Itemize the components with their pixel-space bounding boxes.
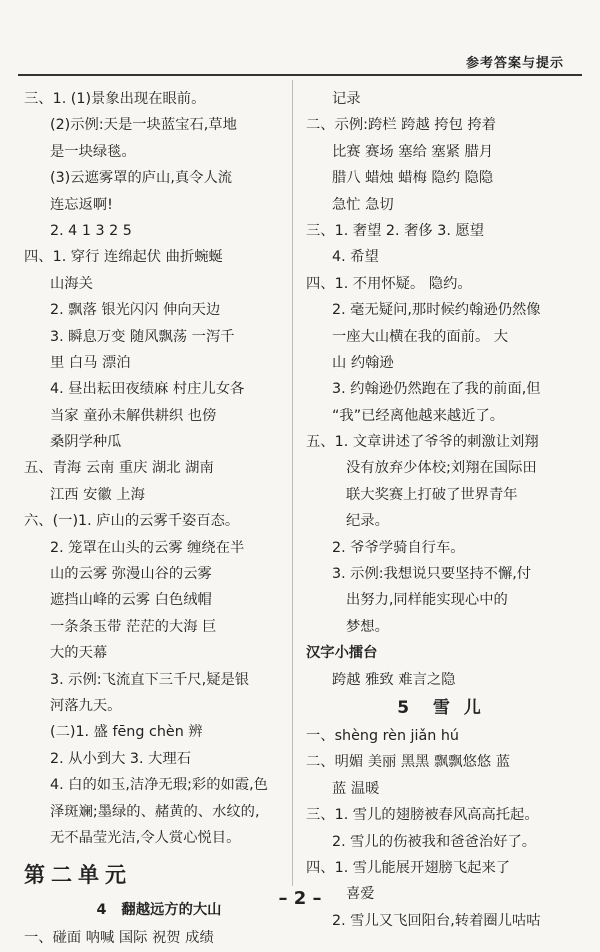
lesson-5-heading: [306, 693, 576, 723]
answer-line: 三、1. (1)景象出现在眼前。: [24, 91, 206, 107]
answer-line: 四、1. 雪儿能展开翅膀飞起来了: [306, 859, 511, 876]
answer-line: 里 白马 漂泊: [50, 354, 131, 371]
answer-line: 2. 毫无疑问,那时候约翰逊仍然像: [332, 302, 541, 319]
answer-line: 4. 白的如玉,洁净无瑕;彩的如霞,色: [50, 777, 268, 794]
answer-line: (二)1. 盛 fēng chèn 辨: [50, 724, 203, 741]
answer-line: 二、示例:跨栏 跨越 挎包 挎着: [306, 117, 497, 134]
answer-line: 一座大山横在我的面前。 大: [332, 328, 509, 345]
page-header: [0, 0, 600, 78]
lesson-5-number: 5: [397, 697, 414, 718]
hanzi-section-answer: 跨越 雅致 难言之隐: [332, 671, 456, 688]
answer-line: 三、1. 雪儿的翅膀被春风高高托起。: [306, 807, 539, 824]
answer-line: 五、1. 文章讲述了爷爷的刺激让刘翔: [306, 434, 539, 451]
lesson-4-answer-lines: [24, 925, 294, 951]
right-column: [306, 86, 576, 934]
answer-line: 山的云雾 弥漫山谷的云雾: [50, 566, 212, 583]
header-title: 参考答案与提示: [465, 56, 564, 71]
answer-line: 没有放弃少体校;刘翔在国际田: [346, 460, 537, 477]
answer-line: 2. 雪儿的伤被我和爸爸治好了。: [332, 833, 537, 850]
answer-line: 河落九天。: [50, 697, 122, 714]
hanzi-section-title: 汉字小擂台: [306, 645, 378, 662]
answer-line: 喜爱: [346, 886, 375, 903]
answer-line: 3. 示例:飞流直下三千尺,疑是银: [50, 671, 250, 688]
answer-line: 大的天幕: [50, 645, 108, 662]
lesson-5-title: 雪 儿: [432, 697, 485, 718]
answer-line: 联大奖赛上打破了世界青年: [346, 486, 518, 503]
right-answer-lines: [306, 86, 576, 640]
answer-line: 山海关: [50, 275, 93, 292]
answer-line: 无不晶莹光洁,令人赏心悦目。: [50, 829, 241, 846]
answer-line: 五、青海 云南 重庆 湖北 湖南: [24, 460, 214, 477]
answer-line: 山 约翰逊: [332, 354, 394, 371]
answer-line: 出努力,同样能实现心中的: [346, 592, 508, 609]
answer-line: 江西 安徽 上海: [50, 486, 145, 503]
answer-line: 梦想。: [346, 618, 389, 635]
answer-line: 4. 希望: [332, 249, 379, 266]
left-answer-lines: [24, 86, 294, 851]
answer-line: 四、1. 不用怀疑。 隐约。: [306, 275, 472, 292]
header-rule: [18, 74, 582, 76]
answer-line: 腊八 蜡烛 蜡梅 隐约 隐隐: [332, 170, 494, 187]
answer-line: 当家 童孙未解供耕织 也傍: [50, 407, 217, 424]
answer-line: 连忘返啊!: [50, 196, 113, 213]
lesson-4-number: 4: [96, 902, 107, 919]
answer-line: 桑阴学种瓜: [50, 434, 122, 451]
page-number: – 2 –: [278, 888, 322, 909]
answer-line: 2. 4 1 3 2 5: [50, 222, 132, 239]
unit-title: 第二单元: [24, 863, 132, 888]
answer-line: 纪录。: [346, 513, 389, 530]
answer-line: 2. 飘落 银光闪闪 伸向天边: [50, 302, 221, 319]
lesson-4-title: 翻越远方的大山: [121, 902, 222, 919]
answer-line: 比赛 赛场 塞给 塞紧 腊月: [332, 143, 494, 160]
answer-line: 3. 约翰逊仍然跑在了我的前面,但: [332, 381, 541, 398]
answer-line: 2. 从小到大 3. 大理石: [50, 750, 191, 767]
answer-line: 四、1. 穿行 连绵起伏 曲折蜿蜒: [24, 249, 223, 266]
answer-line: (2)示例:天是一块蓝宝石,草地: [50, 117, 237, 134]
answer-line: 2. 爷爷学骑自行车。: [332, 539, 465, 556]
answer-line: “我”已经离他越来越近了。: [332, 407, 505, 424]
answer-line: (3)云遮雾罩的庐山,真令人流: [50, 170, 233, 187]
answer-line: 三、1. 奢望 2. 奢侈 3. 愿望: [306, 222, 485, 239]
answer-line: 2. 雪儿又飞回阳台,转着圈儿咕咕: [332, 912, 541, 929]
answer-line: 急忙 急切: [332, 196, 394, 213]
answer-line: 一、shèng rèn jiǎn hú: [306, 727, 459, 744]
answer-line: 是一块绿毯。: [50, 143, 136, 160]
answer-line: 二、明媚 美丽 黑黑 飘飘悠悠 蓝: [306, 754, 511, 771]
answer-line: 记录: [332, 91, 361, 107]
answer-line: 六、(一)1. 庐山的云雾千姿百态。: [24, 513, 240, 530]
answer-line: 泽斑斓;墨绿的、赭黄的、水纹的,: [50, 803, 260, 820]
answer-line: 4. 昼出耘田夜绩麻 村庄儿女各: [50, 381, 245, 398]
answer-line: 3. 瞬息万变 随风飘荡 一泻千: [50, 328, 235, 345]
answer-line: 蓝 温暖: [332, 780, 380, 797]
answer-line: 2. 笼罩在山头的云雾 缠绕在半: [50, 539, 245, 556]
answer-line: 一、碰面 呐喊 国际 祝贺 成绩: [24, 930, 214, 947]
answer-line: 遮挡山峰的云雾 白色绒帽: [50, 592, 212, 609]
answer-line: 3. 示例:我想说只要坚持不懈,付: [332, 566, 532, 583]
answer-line: 一条条玉带 茫茫的大海 巨: [50, 618, 217, 635]
left-column: [24, 86, 294, 952]
